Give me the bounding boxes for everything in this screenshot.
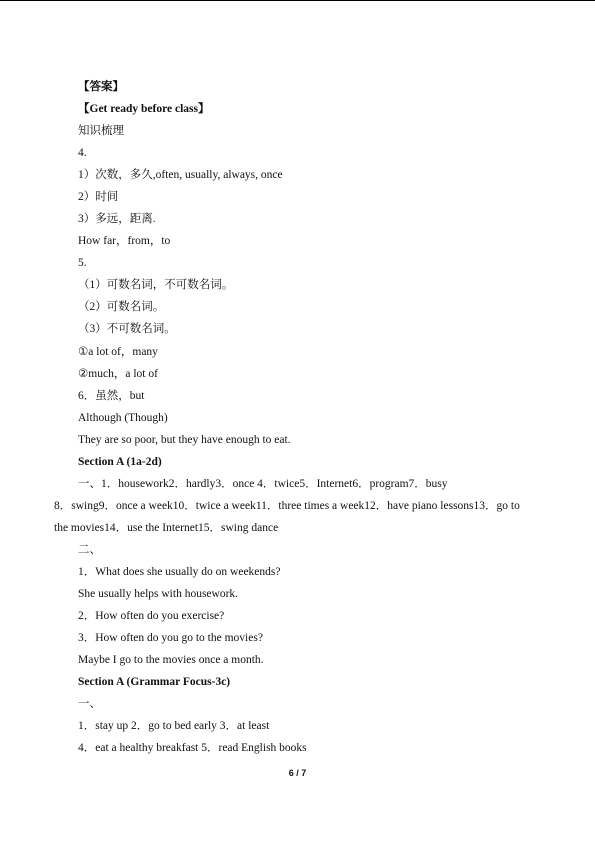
part1-line: 8．swing9．once a week10．twice a week11．three times a week12．have piano lessons13．go to bbox=[54, 500, 520, 512]
section-a-1a-2d-heading: Section A (1a-2d) bbox=[78, 456, 162, 468]
doc-line: 3）多远，距离. bbox=[78, 213, 156, 225]
part2-line: She usually helps with housework. bbox=[78, 588, 239, 600]
doc-line: Although (Though) bbox=[78, 412, 168, 424]
top-rule bbox=[0, 0, 595, 1]
get-ready-heading: 【Get ready before class】 bbox=[78, 103, 210, 115]
doc-line: 1）次数，多久,often, usually, always, once bbox=[78, 169, 283, 181]
doc-line: ①a lot of，many bbox=[78, 346, 158, 358]
doc-line: They are so poor, but they have enough to eat. bbox=[78, 434, 291, 446]
doc-line: 6．虽然，but bbox=[78, 390, 145, 402]
doc-line: 5. bbox=[78, 257, 87, 269]
page-number: 6 / 7 bbox=[288, 768, 307, 778]
part3-line: 4．eat a healthy breakfast 5．read English books bbox=[78, 742, 307, 754]
part2-label: 二、 bbox=[78, 544, 101, 556]
part1-line: the movies14．use the Internet15．swing dance bbox=[54, 522, 279, 534]
doc-line: ②much，a lot of bbox=[78, 368, 158, 380]
answer-heading: 【答案】 bbox=[78, 81, 124, 93]
part2-line: 2．How often do you exercise? bbox=[78, 610, 225, 622]
doc-line: 4. bbox=[78, 147, 87, 159]
doc-line: 2）时间 bbox=[78, 191, 119, 203]
part3-line: 1．stay up 2．go to bed early 3．at least bbox=[78, 720, 270, 732]
doc-line: How far，from，to bbox=[78, 235, 171, 247]
part1-line: 一、1．housework2．hardly3．once 4．twice5．Internet6．program7．busy bbox=[78, 478, 448, 490]
part2-line: Maybe I go to the movies once a month. bbox=[78, 654, 264, 666]
section-a-grammar-heading: Section A (Grammar Focus-3c) bbox=[78, 676, 231, 688]
doc-line: （2）可数名词。 bbox=[78, 301, 165, 313]
part2-line: 1．What does she usually do on weekends? bbox=[78, 566, 281, 578]
doc-line: （3）不可数名词。 bbox=[78, 323, 176, 335]
doc-line: （1）可数名词，不可数名词。 bbox=[78, 279, 234, 291]
doc-line: 知识梳理 bbox=[78, 125, 124, 137]
part2-line: 3．How often do you go to the movies? bbox=[78, 632, 263, 644]
part3-label: 一、 bbox=[78, 698, 101, 710]
